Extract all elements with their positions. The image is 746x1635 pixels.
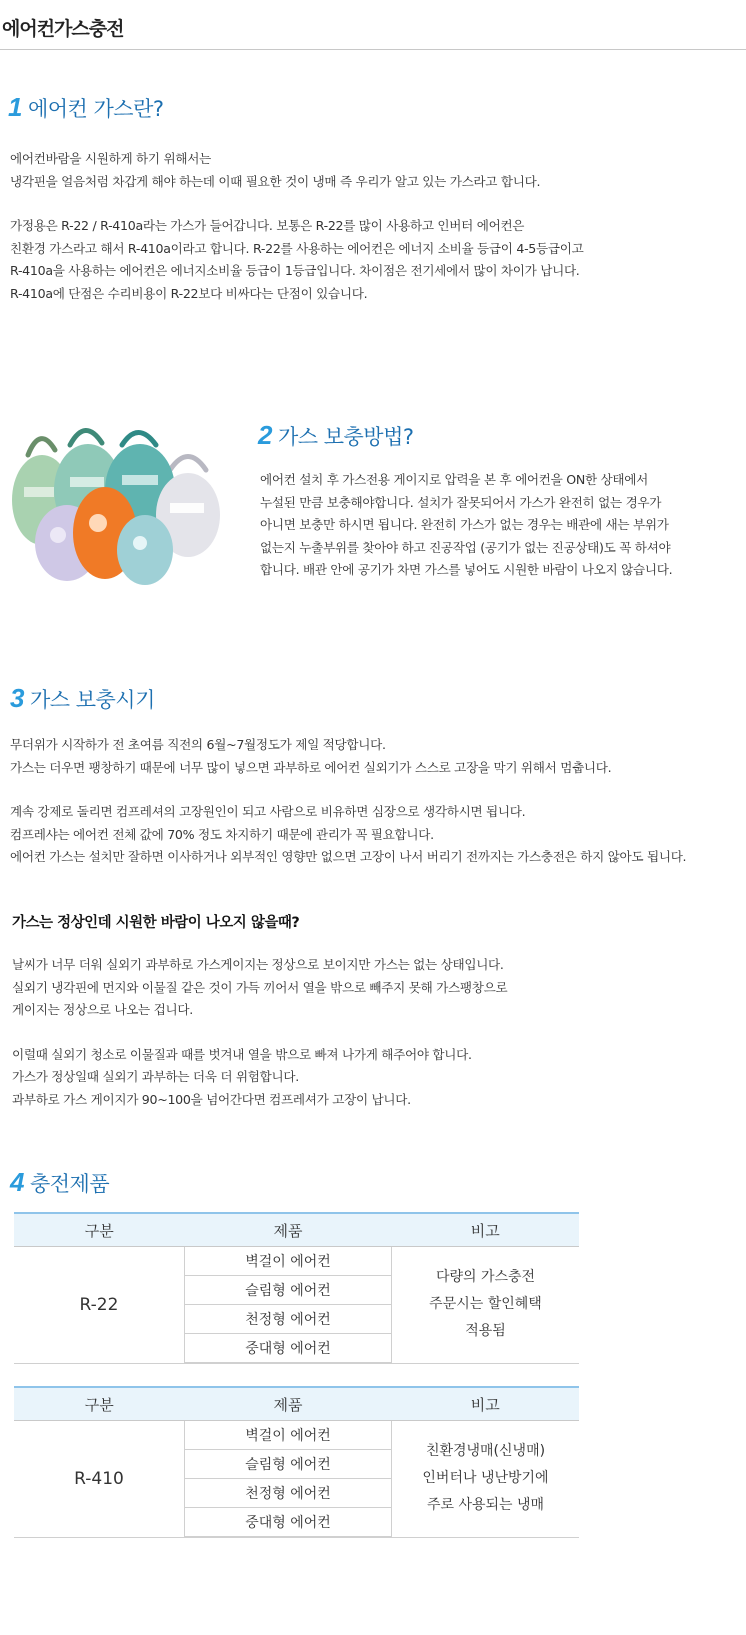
- product-cell: 벽걸이 에어컨: [185, 1421, 392, 1450]
- section-2-title: 가스 보충방법?: [277, 425, 414, 449]
- note-line: 다량의 가스충전: [435, 1269, 536, 1286]
- section-3-body: [10, 734, 686, 869]
- product-cell: 슬림형 에어컨: [185, 1450, 392, 1479]
- page-title: 에어컨가스충전: [2, 18, 124, 40]
- header-category: 구분: [14, 1387, 185, 1421]
- text-line: 에어컨 가스는 설치만 잘하면 이사하거나 외부적인 영향만 없으면 고장이 나서 버리기 전까지는 가스충전은 하지 않아도 됩니다.: [10, 849, 687, 864]
- category-cell: R-410: [14, 1421, 185, 1538]
- text-line: R-410a에 단점은 수리비용이 R-22보다 비싸다는 단점이 있습니다.: [10, 285, 368, 301]
- faq-answer: [12, 954, 507, 1111]
- note-cell: [392, 1247, 580, 1364]
- text-line: 가스는 더우면 팽창하기 때문에 너무 많이 넣으면 과부하로 에어컨 실외기가 스스로 고장을 막기 위해서 멈춥니다.: [10, 759, 612, 775]
- category-cell: R-22: [14, 1247, 185, 1364]
- table-row: [14, 1247, 579, 1276]
- text-line: 날씨가 너무 더워 실외기 과부하로 가스게이지는 정상으로 보이지만 가스는 없는 상태입니다.: [12, 957, 504, 972]
- product-cell: 천정형 에어컨: [185, 1479, 392, 1508]
- text-line: 냉각핀을 얼음처럼 차갑게 해야 하는데 이때 필요한 것이 냉매 즉 우리가 알고 있는 가스라고 합니다.: [10, 173, 541, 189]
- table-row: [14, 1421, 579, 1450]
- product-cell: 천정형 에어컨: [185, 1305, 392, 1334]
- section-4-heading: [10, 1167, 109, 1198]
- note-cell: [392, 1421, 580, 1538]
- faq-question: 가스는 정상인데 시원한 바람이 나오지 않을때?: [12, 915, 300, 931]
- text-line: 컴프레샤는 에어컨 전체 값에 70% 정도 차지하기 때문에 관리가 꼭 필요합니다.: [10, 826, 434, 842]
- title-divider: [0, 49, 746, 50]
- text-line: R-410a을 사용하는 에어컨은 에너지소비율 등급이 1등급입니다. 차이점은 전기세에서 많이 차이가 납니다.: [10, 263, 580, 278]
- table-header-row: [14, 1387, 579, 1421]
- text-line: 실외기 냉각핀에 먼지와 이물질 같은 것이 가득 끼어서 열을 밖으로 빼주지 못해 가스팽창으로: [12, 979, 508, 995]
- section-4-title: 충전제품: [29, 1172, 110, 1196]
- table-header-row: [14, 1213, 579, 1247]
- text-line: 과부하로 가스 게이지가 90~100을 넘어간다면 컴프레셔가 고장이 납니다.: [12, 1091, 411, 1107]
- text-line: 누설된 만큼 보충해야합니다. 설치가 잘못되어서 가스가 완전히 없는 경우가: [260, 494, 662, 510]
- text-line: 게이지는 정상으로 나오는 겁니다.: [12, 1002, 193, 1017]
- text-line: 가스가 정상일때 실외기 과부하는 더욱 더 위험합니다.: [12, 1069, 299, 1084]
- note-line: 친환경냉매(신냉매): [425, 1443, 546, 1460]
- product-cell: 중대형 에어컨: [185, 1334, 392, 1364]
- product-table-r22: [14, 1212, 579, 1364]
- section-2-number: 2: [258, 420, 272, 450]
- section-4-number: 4: [10, 1167, 24, 1197]
- product-cell: 중대형 에어컨: [185, 1508, 392, 1538]
- header-category: 구분: [14, 1213, 185, 1247]
- text-line: 가정용은 R-22 / R-410a라는 가스가 들어갑니다. 보통은 R-22를 많이 사용하고 인버터 에어컨은: [10, 218, 525, 233]
- section-3-title: 가스 보충시기: [29, 688, 155, 712]
- product-cell: 벽걸이 에어컨: [185, 1247, 392, 1276]
- section-3-heading: [10, 683, 155, 714]
- section-1-number: 1: [8, 92, 22, 122]
- header-product: 제품: [185, 1387, 392, 1421]
- text-line: 없는지 누출부위를 찾아야 하고 진공작업 (공기가 없는 진공상태)도 꼭 하셔야: [260, 539, 671, 555]
- note-line: 적용됨: [465, 1323, 506, 1340]
- text-line: 합니다. 배관 안에 공기가 차면 가스를 넣어도 시원한 바람이 나오지 않습니다.: [260, 562, 673, 577]
- text-line: 계속 강제로 돌리면 컴프레셔의 고장원인이 되고 사람으로 비유하면 심장으로 생각하시면 됩니다.: [10, 804, 526, 819]
- product-cell: 슬림형 에어컨: [185, 1276, 392, 1305]
- text-line: 아니면 보충만 하시면 됩니다. 완전히 가스가 없는 경우는 배관에 새는 부위가: [260, 517, 669, 532]
- section-2-body: [260, 469, 672, 582]
- text-line: 이럴때 실외기 청소로 이물질과 때를 벗겨내 열을 밖으로 빠져 나가게 해주어야 합니다.: [12, 1046, 472, 1062]
- section-2-heading: [258, 420, 414, 451]
- refrigerant-cylinders-image: [10, 415, 240, 590]
- text-line: 에어컨 설치 후 가스전용 게이지로 압력을 본 후 에어컨을 ON한 상태에서: [260, 472, 649, 487]
- header-note: 비고: [392, 1387, 580, 1421]
- product-table-r410: [14, 1386, 579, 1538]
- section-1-heading: [8, 92, 164, 123]
- note-line: 인버터나 냉난방기에: [422, 1470, 549, 1487]
- section-3-number: 3: [10, 683, 24, 713]
- header-note: 비고: [392, 1213, 580, 1247]
- note-line: 주문시는 할인혜택: [429, 1296, 542, 1313]
- text-line: 에어컨바람을 시원하게 하기 위해서는: [10, 151, 211, 166]
- section-1-title: 에어컨 가스란?: [27, 97, 164, 121]
- text-line: 무더위가 시작하가 전 초여름 직전의 6월~7월정도가 제일 적당합니다.: [10, 737, 386, 752]
- header-product: 제품: [185, 1213, 392, 1247]
- note-line: 주로 사용되는 냉매: [426, 1497, 545, 1514]
- text-line: 친환경 가스라고 해서 R-410a이라고 합니다. R-22를 사용하는 에어컨은 에너지 소비율 등급이 4-5등급이고: [10, 240, 584, 256]
- section-1-body: [10, 148, 583, 305]
